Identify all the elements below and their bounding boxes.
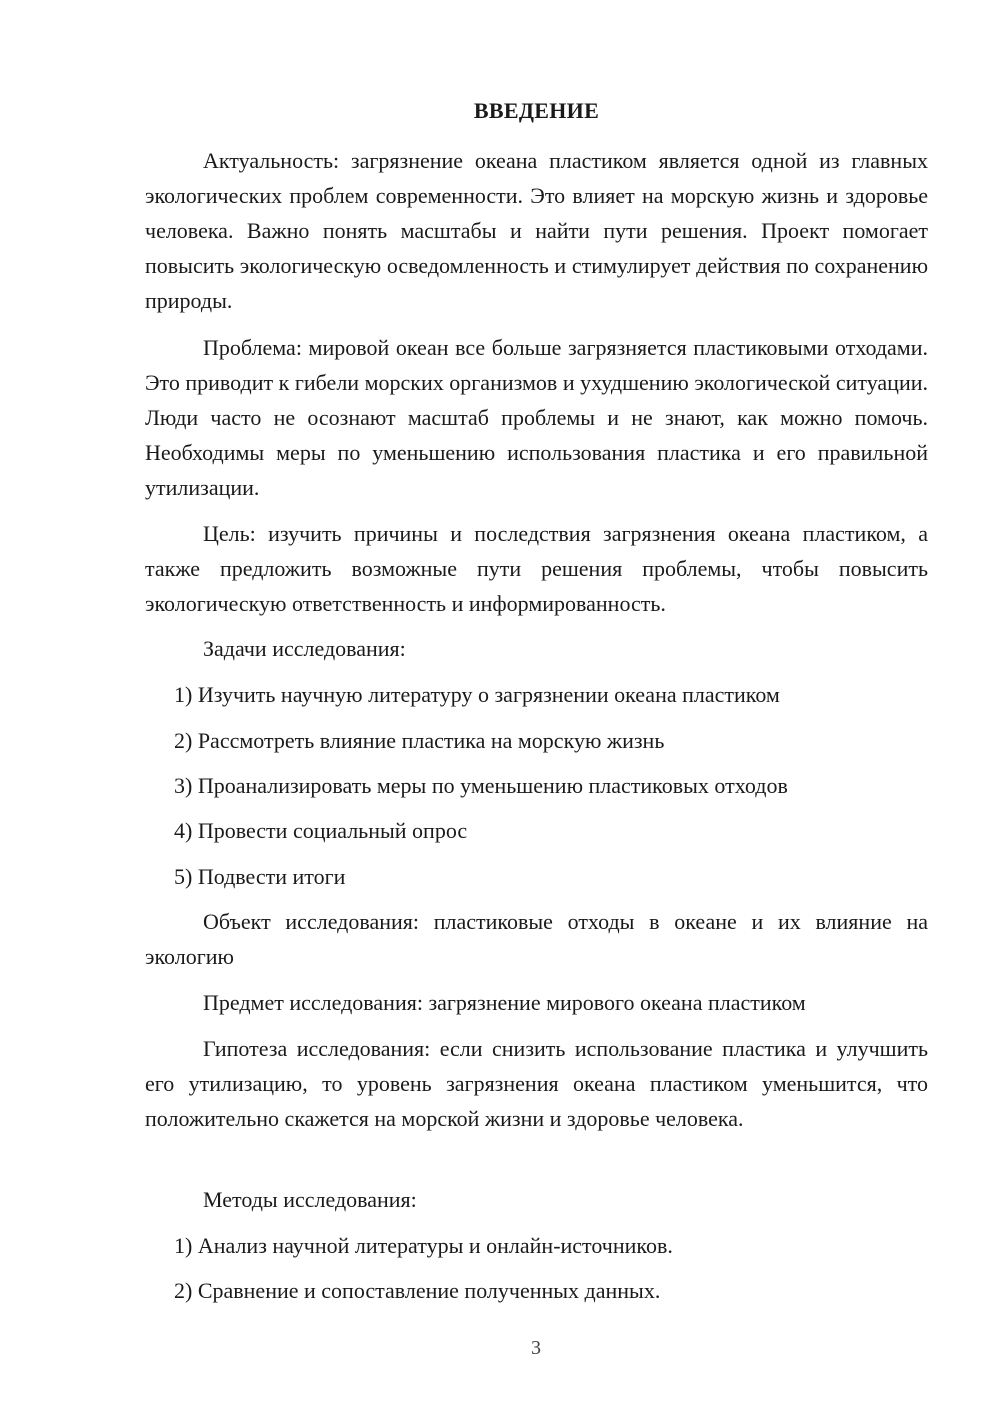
hypothesis-paragraph: Гипотеза исследования: если снизить использование пластика и улучшить его утилизацию, то уровень загрязнения океана пластиком уменьшится, что положительно скажется на морской жизни и здоровье человека. bbox=[145, 1036, 928, 1131]
method-item-1: 1) Анализ научной литературы и онлайн-источников. bbox=[174, 1233, 673, 1258]
tasks-heading: Задачи исследования: bbox=[203, 636, 406, 661]
task-item-5: 5) Подвести итоги bbox=[174, 864, 346, 889]
method-item-2: 2) Сравнение и сопоставление полученных данных. bbox=[174, 1278, 661, 1303]
methods-heading: Методы исследования: bbox=[203, 1187, 417, 1212]
subject-paragraph: Предмет исследования: загрязнение мирового океана пластиком bbox=[203, 990, 806, 1015]
page-number: 3 bbox=[531, 1337, 541, 1359]
goal-paragraph: Цель: изучить причины и последствия загрязнения океана пластиком, а также предложить возможные пути решения проблемы, чтобы повысить экологическую ответственность и информированность. bbox=[145, 521, 928, 616]
task-item-4: 4) Провести социальный опрос bbox=[174, 818, 468, 843]
problem-paragraph: Проблема: мировой океан все больше загрязняется пластиковыми отходами. Это приводит к гибели морских организмов и ухудшению экологической ситуации. Люди часто не осознают масштаб проблемы и не знают, как можно помочь. Необходимы меры по уменьшению использования пластика и его правильной утилизации. bbox=[145, 335, 928, 500]
object-paragraph: Объект исследования: пластиковые отходы в океане и их влияние на экологию bbox=[145, 909, 928, 969]
page-title: ВВЕДЕНИЕ bbox=[473, 98, 600, 123]
task-item-2: 2) Рассмотреть влияние пластика на морскую жизнь bbox=[174, 728, 665, 753]
relevance-paragraph: Актуальность: загрязнение океана пластиком является одной из главных экологических проблем современности. Это влияет на морскую жизнь и здоровье человека. Важно понять масштабы и найти пути решения. Проект помогает повысить экологическую осведомленность и стимулирует действия по сохранению природы. bbox=[145, 148, 928, 313]
task-item-3: 3) Проанализировать меры по уменьшению пластиковых отходов bbox=[174, 773, 788, 798]
task-item-1: 1) Изучить научную литературу о загрязнении океана пластиком bbox=[174, 682, 780, 707]
